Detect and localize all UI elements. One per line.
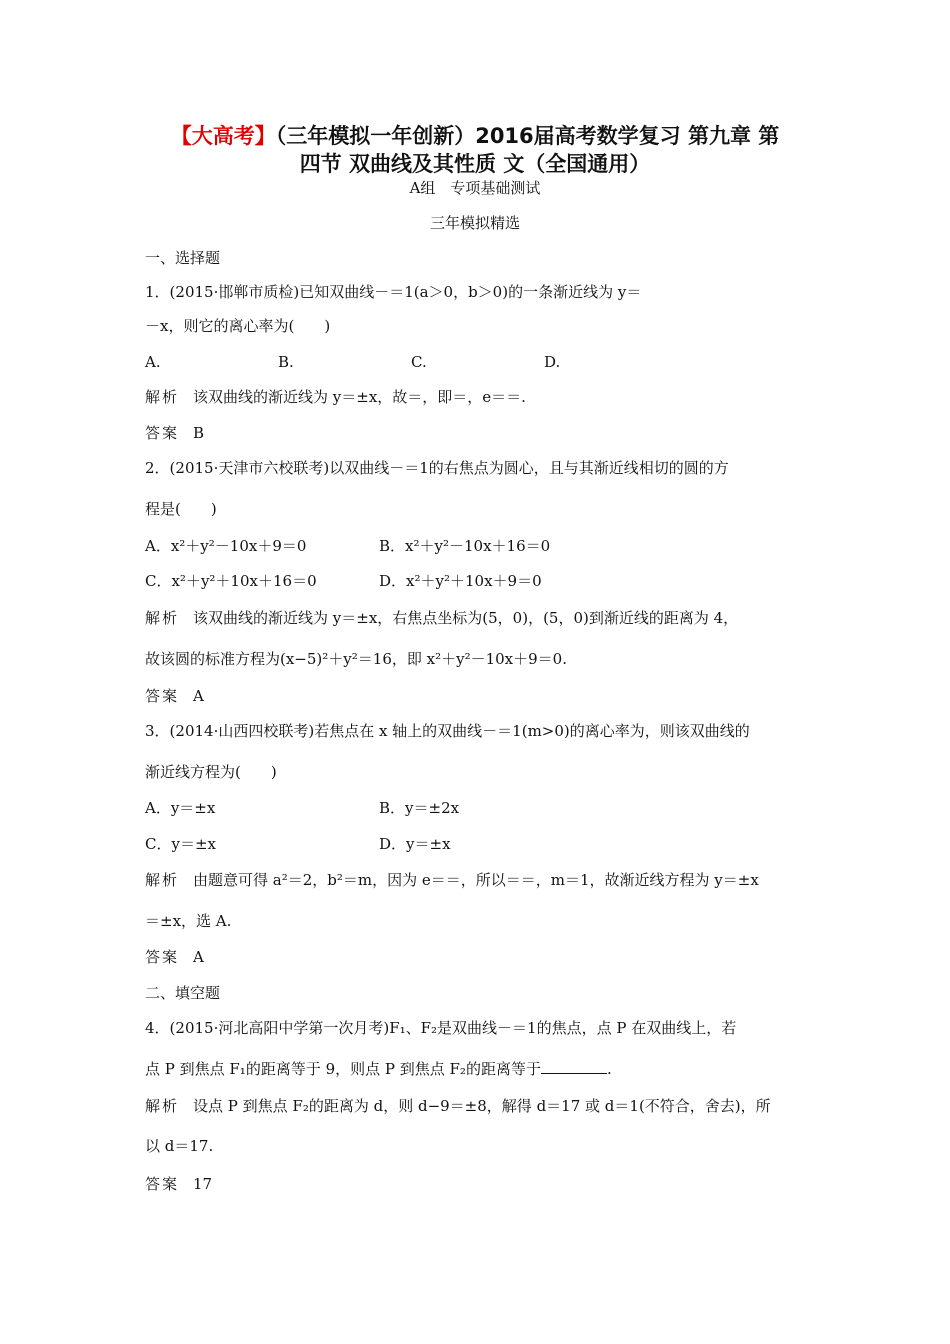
document-title-line-1 [130, 122, 820, 150]
q2-option-d: D．x²＋y²＋10x＋9＝0 [379, 572, 542, 590]
document-title-line-2: 四节 双曲线及其性质 文（全国通用） [299, 152, 651, 176]
analysis-text: 设点 P 到焦点 F₂的距离为 d，则 d−9＝±8，解得 d＝17 或 d＝1(不符合，舍去)，所 [193, 1097, 771, 1115]
q2-analysis-line-1 [145, 608, 738, 628]
analysis-text: 由题意可得 a²＝2，b²＝m，因为 e＝＝，所以＝＝，m＝1，故渐近线方程为 y＝±x [193, 871, 759, 889]
section-heading: 三年模拟精选 [429, 214, 520, 232]
q4-stem-line-2 [145, 1059, 612, 1079]
q3-stem-line-2: 渐近线方程为( ) [145, 763, 277, 781]
q3-option-c: C．y＝±x [145, 835, 216, 853]
q1-option-c: C. [411, 353, 427, 371]
answer-value: A [193, 687, 204, 705]
answer-label: 答案 [145, 424, 180, 442]
q2-analysis-line-2: 故该圆的标准方程为(x−5)²＋y²＝16，即 x²＋y²－10x＋9＝0. [145, 650, 567, 668]
q3-analysis-line-1 [145, 870, 759, 890]
q4-answer [145, 1174, 212, 1194]
q3-option-a: A．y＝±x [145, 799, 216, 817]
answer-value: 17 [193, 1175, 213, 1193]
answer-label: 答案 [145, 948, 180, 966]
analysis-text: 该双曲线的渐近线为 y＝±x，故＝，即＝，e＝＝. [193, 388, 526, 406]
q2-stem-line-2: 程是( ) [145, 500, 217, 518]
q3-answer [145, 947, 204, 967]
q4-analysis-line-2: 以 d＝17. [145, 1137, 214, 1155]
answer-blank [541, 1059, 607, 1074]
q1-stem-line-2: －x，则它的离心率为( ) [145, 317, 331, 335]
q1-answer [145, 423, 204, 443]
q3-stem-line-1: 3．(2014·山西四校联考)若焦点在 x 轴上的双曲线－＝1(m>0)的离心率为，则该双曲线的 [145, 722, 750, 740]
answer-label: 答案 [145, 1175, 180, 1193]
part-heading-choice: 一、选择题 [145, 249, 221, 267]
analysis-label: 解析 [145, 388, 180, 406]
group-heading: A组 专项基础测试 [409, 179, 541, 197]
q2-option-b: B．x²＋y²－10x＋16＝0 [379, 537, 551, 555]
answer-label: 答案 [145, 687, 180, 705]
q4-stem-line-1: 4．(2015·河北高阳中学第一次月考)F₁、F₂是双曲线－＝1的焦点，点 P 在双曲线上，若 [145, 1019, 737, 1037]
q3-option-b: B．y＝±2x [379, 799, 460, 817]
q4-stem-text: 点 P 到焦点 F₁的距离等于 9，则点 P 到焦点 F₂的距离等于 [145, 1060, 541, 1078]
analysis-label: 解析 [145, 871, 180, 889]
analysis-text: 该双曲线的渐近线为 y＝±x，右焦点坐标为(5，0)，(5，0)到渐近线的距离为 4， [193, 609, 739, 627]
source-bracket: 【大高考】 [170, 124, 276, 148]
analysis-label: 解析 [145, 609, 180, 627]
part-heading-fill-in: 二、填空题 [145, 984, 221, 1002]
q1-option-b: B. [278, 353, 294, 371]
q4-analysis-line-1 [145, 1096, 771, 1116]
q1-analysis [145, 387, 526, 407]
analysis-label: 解析 [145, 1097, 180, 1115]
q2-answer [145, 686, 204, 706]
q1-stem-line-1: 1．(2015·邯郸市质检)已知双曲线－＝1(a＞0，b＞0)的一条渐近线为 y＝ [145, 283, 642, 301]
q2-stem-line-1: 2．(2015·天津市六校联考)以双曲线－＝1的右焦点为圆心，且与其渐近线相切的圆的方 [145, 459, 729, 477]
q1-option-a: A. [145, 353, 161, 371]
q1-option-d: D. [544, 353, 561, 371]
q2-option-a: A．x²＋y²－10x＋9＝0 [145, 537, 307, 555]
q2-option-c: C．x²＋y²＋10x＋16＝0 [145, 572, 317, 590]
title-text: （三年模拟一年创新）2016届高考数学复习 第九章 第 [275, 124, 780, 148]
answer-value: A [193, 948, 204, 966]
q3-option-d: D．y＝±x [379, 835, 451, 853]
answer-value: B [193, 424, 205, 442]
q4-stem-period: . [606, 1060, 612, 1078]
q3-analysis-line-2: ＝±x，选 A. [145, 912, 232, 930]
